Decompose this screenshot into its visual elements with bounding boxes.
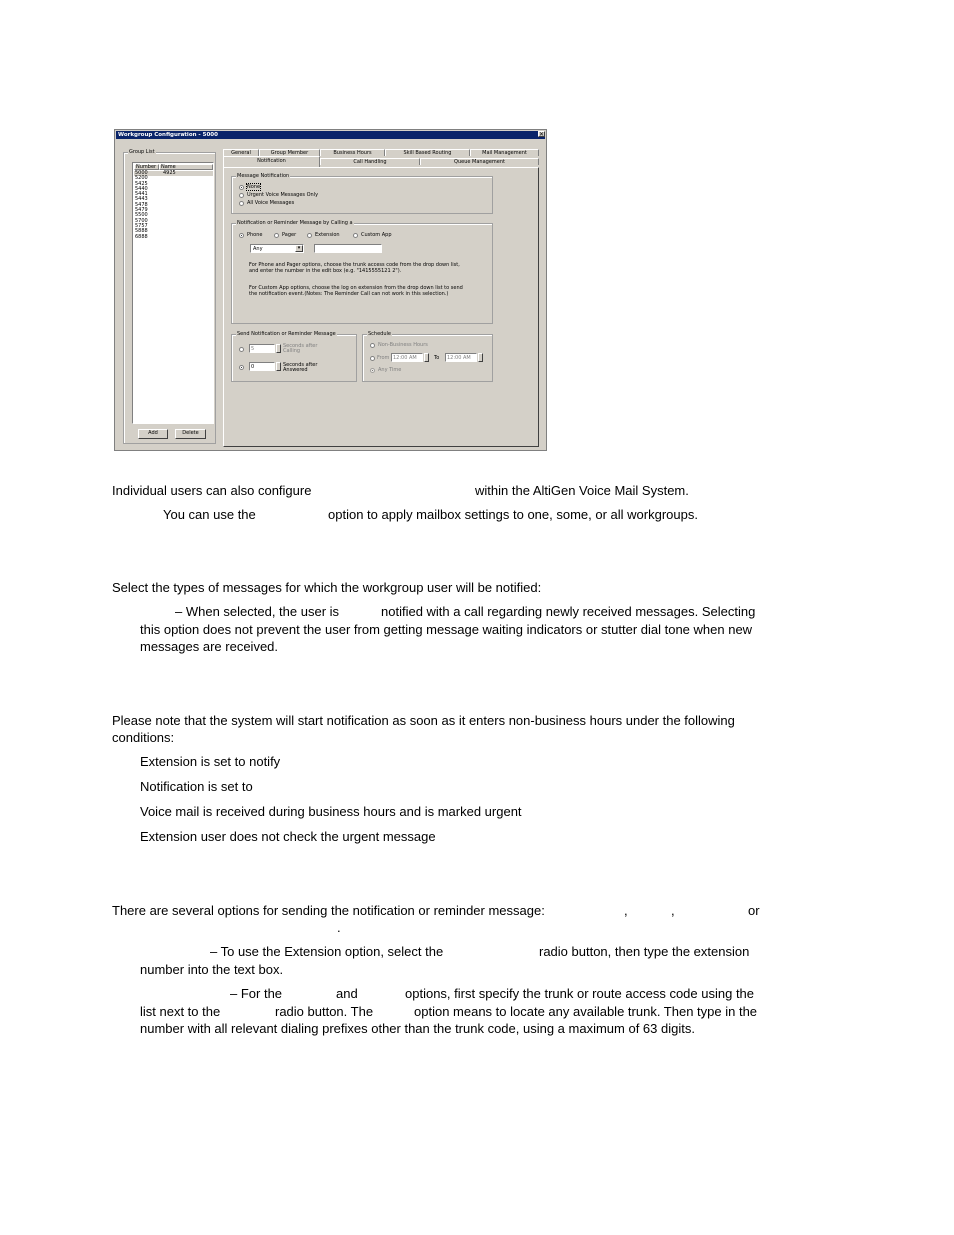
doc-p8-f: option means to locate any available trunk. Then type in the	[414, 1004, 758, 1019]
row-number: 5478	[135, 201, 148, 208]
doc-p8-c: options, first specify the trunk or route access code using the	[405, 986, 755, 1001]
doc-p7-b: radio button, then type the extension	[539, 944, 750, 959]
tab-mail-management[interactable]: Mail Management	[470, 149, 539, 156]
doc-p5-a: Please note that the system will start notification as soon as it enters non-business hours under the following	[112, 713, 735, 728]
row-number: 5441	[135, 191, 148, 198]
group-list-rows	[134, 171, 213, 240]
delete-button[interactable]: Delete	[175, 429, 206, 439]
add-button[interactable]: Add	[138, 429, 168, 439]
group-list-label: Group List	[129, 149, 155, 155]
column-header-name[interactable]: Name	[159, 164, 213, 170]
label-phone: Phone	[247, 232, 263, 238]
help-text-phone-pager-1: For Phone and Pager options, choose the trunk access code from the drop down list,	[249, 262, 460, 268]
label-all-voice-messages: All Voice Messages	[247, 200, 295, 206]
label-urgent-only: Urgent Voice Messages Only	[247, 192, 319, 198]
doc-p7-c: number into the text box.	[140, 962, 284, 977]
label-any-time: Any Time	[378, 367, 402, 373]
schedule-group	[362, 331, 493, 382]
row-number: 5500	[135, 212, 148, 219]
notification-tab-page	[223, 167, 539, 447]
doc-p8-a: – For the	[230, 986, 283, 1001]
doc-p8-b: and	[336, 986, 358, 1001]
doc-p8-d: list next to the	[140, 1004, 221, 1019]
seconds-after-answered-input[interactable]	[249, 362, 275, 371]
radio-from[interactable]	[370, 356, 375, 361]
doc-p6-period: .	[337, 920, 341, 935]
row-number: 5700	[135, 217, 148, 224]
doc-p8-g: number with all relevant dialing prefixes other than the trunk code, using a maximum of 63 digits.	[140, 1021, 695, 1036]
radio-all-voice-messages[interactable]	[239, 201, 244, 206]
from-time-input[interactable]	[391, 353, 423, 362]
row-number: 5479	[135, 207, 148, 214]
group-list[interactable]	[132, 162, 214, 424]
to-time-input[interactable]	[445, 353, 477, 362]
message-notification-group	[231, 173, 493, 214]
doc-p4-b: notified with a call regarding newly received messages. Selecting	[381, 604, 756, 619]
label-extension: Extension	[315, 232, 340, 238]
send-notification-group	[231, 331, 357, 382]
doc-p7-a: – To use the Extension option, select the	[210, 944, 444, 959]
spin-calling-icon[interactable]	[276, 344, 281, 353]
radio-phone[interactable]	[239, 233, 244, 238]
row-number: 5000	[135, 170, 148, 176]
doc-p8-e: radio button. The	[275, 1004, 374, 1019]
schedule-label: Schedule	[368, 331, 391, 337]
label-pager: Pager	[282, 232, 297, 238]
row-number: 5757	[135, 222, 148, 229]
doc-p6-comma1: ,	[624, 903, 628, 918]
doc-p4-d: messages are received.	[140, 639, 279, 654]
radio-custom-app[interactable]	[353, 233, 358, 238]
radio-seconds-after-answered[interactable]	[239, 365, 244, 370]
radio-pager[interactable]	[274, 233, 279, 238]
radio-any-time[interactable]	[370, 368, 375, 373]
row-number: 5440	[135, 185, 148, 192]
doc-p4-a: – When selected, the user is	[175, 604, 340, 619]
label-none: None	[247, 184, 261, 190]
tab-group-member[interactable]: Group Member	[259, 149, 320, 156]
tab-queue-management[interactable]: Queue Management	[420, 158, 539, 165]
spin-to-icon[interactable]	[478, 353, 483, 362]
doc-note-start: You can use the	[163, 507, 256, 522]
tab-call-handling[interactable]: Call Handling	[320, 158, 420, 165]
tab-skill-based-routing[interactable]: Skill Based Routing	[385, 149, 470, 156]
tab-general[interactable]: General	[223, 149, 259, 156]
help-text-custom-app-2: the notification event.(Notes: The Reminder Call can not work in this selection.)	[249, 291, 449, 297]
row-number: 5200	[135, 175, 148, 182]
calling-label: Notification or Reminder Message by Calling a	[237, 220, 353, 226]
close-icon[interactable]: ✕	[539, 131, 545, 138]
label-to: To	[434, 355, 440, 361]
radio-non-business-hours[interactable]	[370, 343, 375, 348]
radio-none[interactable]	[239, 185, 244, 190]
label-from: From	[377, 355, 390, 361]
row-number: 5425	[135, 180, 148, 187]
tab-business-hours[interactable]: Business Hours	[320, 149, 385, 156]
row-number: 5888	[135, 228, 148, 235]
help-text-custom-app-1: For Custom App options, choose the log on extension from the drop down list to send	[249, 285, 463, 291]
row-number: 5443	[135, 196, 148, 203]
doc-p6-comma2: ,	[671, 903, 675, 918]
group-list-box	[123, 149, 216, 444]
doc-condition-4: Extension user does not check the urgent message	[140, 829, 436, 844]
workgroup-configuration-dialog	[114, 129, 547, 451]
doc-p5-b: conditions:	[112, 730, 175, 745]
doc-p1-start: Individual users can also configure	[112, 483, 312, 498]
doc-note-end: option to apply mailbox settings to one, some, or all workgroups.	[328, 507, 698, 522]
calling-group	[231, 220, 493, 324]
number-input[interactable]	[314, 244, 382, 253]
row-number: 6888	[135, 233, 148, 240]
spin-answered-icon[interactable]	[276, 362, 281, 371]
table-row[interactable]	[134, 235, 213, 240]
radio-urgent-only[interactable]	[239, 193, 244, 198]
doc-p3: Select the types of messages for which the workgroup user will be notified:	[112, 580, 542, 595]
seconds-after-calling-text1: Seconds after	[283, 343, 318, 349]
spin-from-icon[interactable]	[424, 353, 429, 362]
doc-condition-2: Notification is set to	[140, 779, 253, 794]
seconds-after-calling-text2: Calling	[283, 348, 301, 354]
seconds-after-calling-input[interactable]	[249, 344, 275, 353]
message-notification-label: Message Notification	[237, 173, 290, 179]
seconds-after-answered-value: 0	[251, 364, 255, 370]
doc-p4-c: this option does not prevent the user from getting message waiting indicators or stutter dial tone when new	[140, 622, 753, 637]
chevron-down-icon[interactable]: ▾	[295, 245, 303, 252]
trunk-select[interactable]	[250, 244, 304, 253]
help-text-phone-pager-2: and enter the number in the edit box (e.g. "1415555121 2").	[249, 268, 402, 274]
seconds-after-calling-value: 5	[251, 346, 255, 352]
label-custom-app: Custom App	[361, 232, 392, 238]
radio-extension[interactable]	[307, 233, 312, 238]
send-notification-label: Send Notification or Reminder Message	[237, 331, 336, 337]
doc-p6-or: or	[748, 903, 760, 918]
doc-condition-3: Voice mail is received during business hours and is marked urgent	[140, 804, 522, 819]
from-time-value: 12:00 AM	[393, 355, 417, 361]
label-non-business-hours: Non-Business Hours	[378, 342, 428, 348]
doc-p1-end: within the AltiGen Voice Mail System.	[475, 483, 689, 498]
dialog-title: Workgroup Configuration - 5000	[116, 131, 545, 139]
to-time-value: 12:00 AM	[447, 355, 471, 361]
radio-seconds-after-calling[interactable]	[239, 347, 244, 352]
tab-notification[interactable]: Notification	[223, 156, 320, 167]
column-header-number[interactable]: Number	[134, 164, 159, 170]
trunk-select-value: Any	[253, 246, 263, 252]
row-name: 4925	[163, 170, 176, 176]
seconds-after-answered-text2: Answered	[283, 367, 308, 373]
seconds-after-answered-text1: Seconds after	[283, 362, 318, 368]
doc-condition-1: Extension is set to notify	[140, 754, 281, 769]
doc-p6-a: There are several options for sending the notification or reminder message:	[112, 903, 545, 918]
